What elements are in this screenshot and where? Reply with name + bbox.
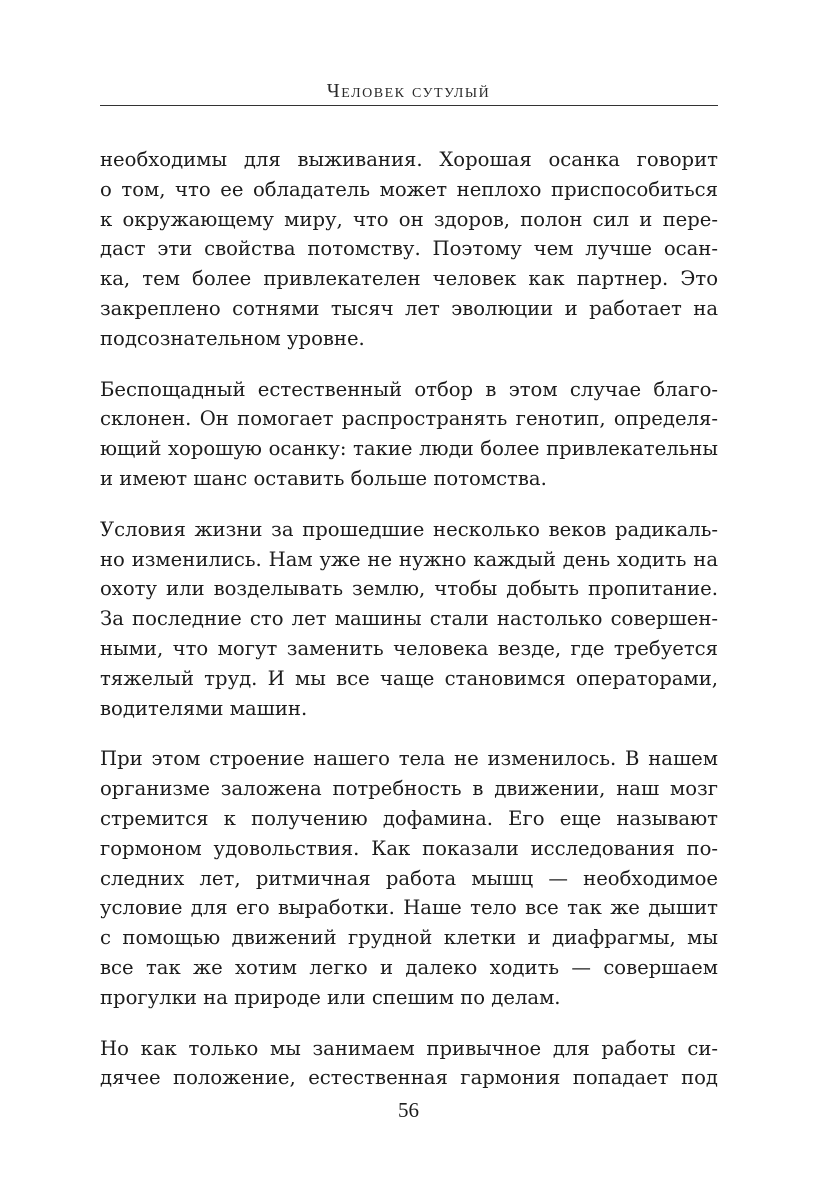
text-line: За последние сто лет машины стали настолько совершен- [100,607,718,631]
text-line: о том, что ее обладатель может неплохо приспособиться [100,177,718,201]
text-line: даст эти свойства потомству. Поэтому чем лучше осан- [100,237,718,261]
text-line: необходимы для выживания. Хорошая осанка говорит [100,148,718,171]
text-line: все так же хотим легко и далеко ходить — совершаем [100,955,718,979]
text-line: подсознательном уровне. [100,326,365,350]
body-text [100,145,718,1114]
text-line: стремится к получению дофамина. Его еще называют [100,806,718,830]
text-line: тяжелый труд. И мы все чаще становимся операторами, [100,666,718,690]
text-line: При этом строение нашего тела не изменилось. В нашем [100,747,718,771]
text-line: к окружающему миру, что он здоров, полон сил и пере- [100,207,718,231]
text-line: и имеют шанс оставить больше потомства. [100,466,547,490]
text-line: Но как только мы занимаем привычное для работы си- [100,1036,718,1060]
page-number: 56 [398,1098,419,1122]
text-line: следних лет, ритмичная работа мышц — необходимое [100,866,718,890]
text-line: охоту или возделывать землю, чтобы добыть пропитание. [100,577,718,601]
text-line: ющий хорошую осанку: такие люди более привлекательны [100,437,718,461]
text-line: склонен. Он помогает распространять генотип, определя- [100,407,718,431]
text-line: организме заложена потребность в движении, наш мозг [100,777,718,801]
paragraph-3 [100,515,718,724]
running-head: Человек сутулый [326,80,491,102]
text-line: водителями машин. [100,696,308,720]
text-line: ными, что могут заменить человека везде, где требуется [100,636,718,660]
text-line: дячее положение, естественная гармония попадает под [100,1066,718,1090]
text-line: с помощью движений грудной клетки и диафрагмы, мы [100,926,718,950]
header-rule [100,105,718,106]
paragraph-2 [100,375,718,494]
text-line: ка, тем более привлекателен человек как партнер. Это [100,267,718,291]
text-line: Условия жизни за прошедшие несколько веков радикаль- [100,517,718,541]
paragraph-5 [100,1034,718,1094]
paragraph-1 [100,145,718,354]
paragraph-4 [100,744,718,1012]
text-line: прогулки на природе или спешим по делам. [100,985,561,1009]
text-line: но изменились. Нам уже не нужно каждый день ходить на [100,547,718,571]
text-line: Беспощадный естественный отбор в этом случае благо- [100,377,718,401]
text-line: гормоном удовольствия. Как показали исследования по- [100,836,718,860]
text-line: закреплено сотнями тысяч лет эволюции и работает на [100,296,718,320]
text-line: условие для его выработки. Наше тело все так же дышит [100,896,718,920]
